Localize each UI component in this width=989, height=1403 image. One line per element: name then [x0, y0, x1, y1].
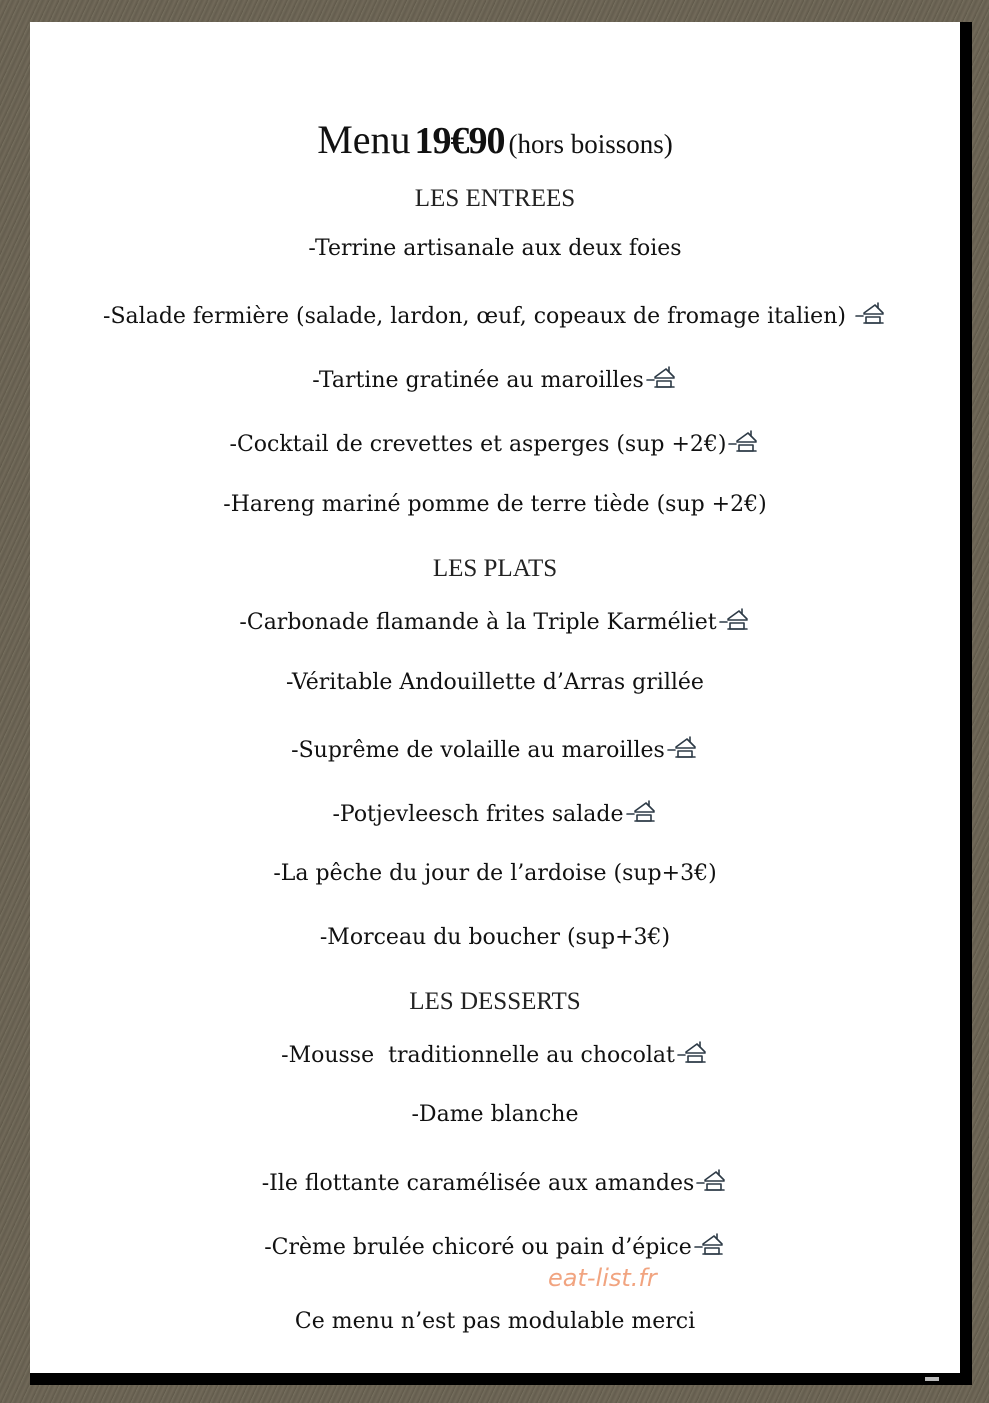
menu-card [30, 22, 960, 1373]
item-creme-brulee: -Crème brulée chicoré ou pain d’épice [30, 1231, 960, 1260]
item-supreme: -Suprême de volaille au maroilles [30, 734, 960, 763]
menu-price: 19€90 [414, 120, 505, 162]
fait-maison-icon [696, 1167, 728, 1193]
item-tartine: -Tartine gratinée au maroilles [30, 364, 960, 393]
fait-maison-icon [626, 798, 658, 824]
fait-maison-icon [719, 606, 751, 632]
item-mousse: -Mousse traditionnelle au chocolat [30, 1039, 960, 1068]
watermark: eat-list.fr [548, 1264, 657, 1292]
item-salade: -Salade fermière (salade, lardon, œuf, copeaux de fromage italien) [30, 300, 960, 329]
fait-maison-icon [728, 428, 760, 454]
item-morceau: -Morceau du boucher (sup+3€) [319, 925, 671, 950]
section-entrees: LES ENTREES [414, 185, 576, 212]
fait-maison-icon [855, 300, 887, 326]
menu-word: Menu [317, 117, 411, 162]
fait-maison-icon [646, 364, 678, 390]
item-hareng: -Hareng mariné pomme de terre tiède (sup +2€) [223, 492, 767, 517]
section-desserts: LES DESSERTS [409, 988, 581, 1015]
item-cocktail: -Cocktail de crevettes et asperges (sup +2€) [30, 428, 960, 457]
menu-note: (hors boissons) [508, 129, 673, 159]
section-plats: LES PLATS [432, 555, 558, 582]
fait-maison-icon [677, 1039, 709, 1065]
item-carbonade: -Carbonade flamande à la Triple Karméliet [30, 606, 960, 635]
fait-maison-icon [694, 1231, 726, 1257]
fait-maison-icon [667, 734, 699, 760]
menu-title [30, 116, 960, 163]
item-peche: -La pêche du jour de l’ardoise (sup+3€) [273, 861, 717, 886]
item-potjevleesch: -Potjevleesch frites salade [30, 798, 960, 827]
item-andouillette: -Véritable Andouillette d’Arras grillée [286, 670, 704, 695]
corner-mark [925, 1377, 939, 1381]
item-dame-blanche: -Dame blanche [411, 1102, 579, 1127]
item-ile-flottante: -Ile flottante caramélisée aux amandes [30, 1167, 960, 1196]
item-terrine: -Terrine artisanale aux deux foies [308, 236, 682, 261]
footer-note: Ce menu n’est pas modulable merci [294, 1309, 696, 1334]
